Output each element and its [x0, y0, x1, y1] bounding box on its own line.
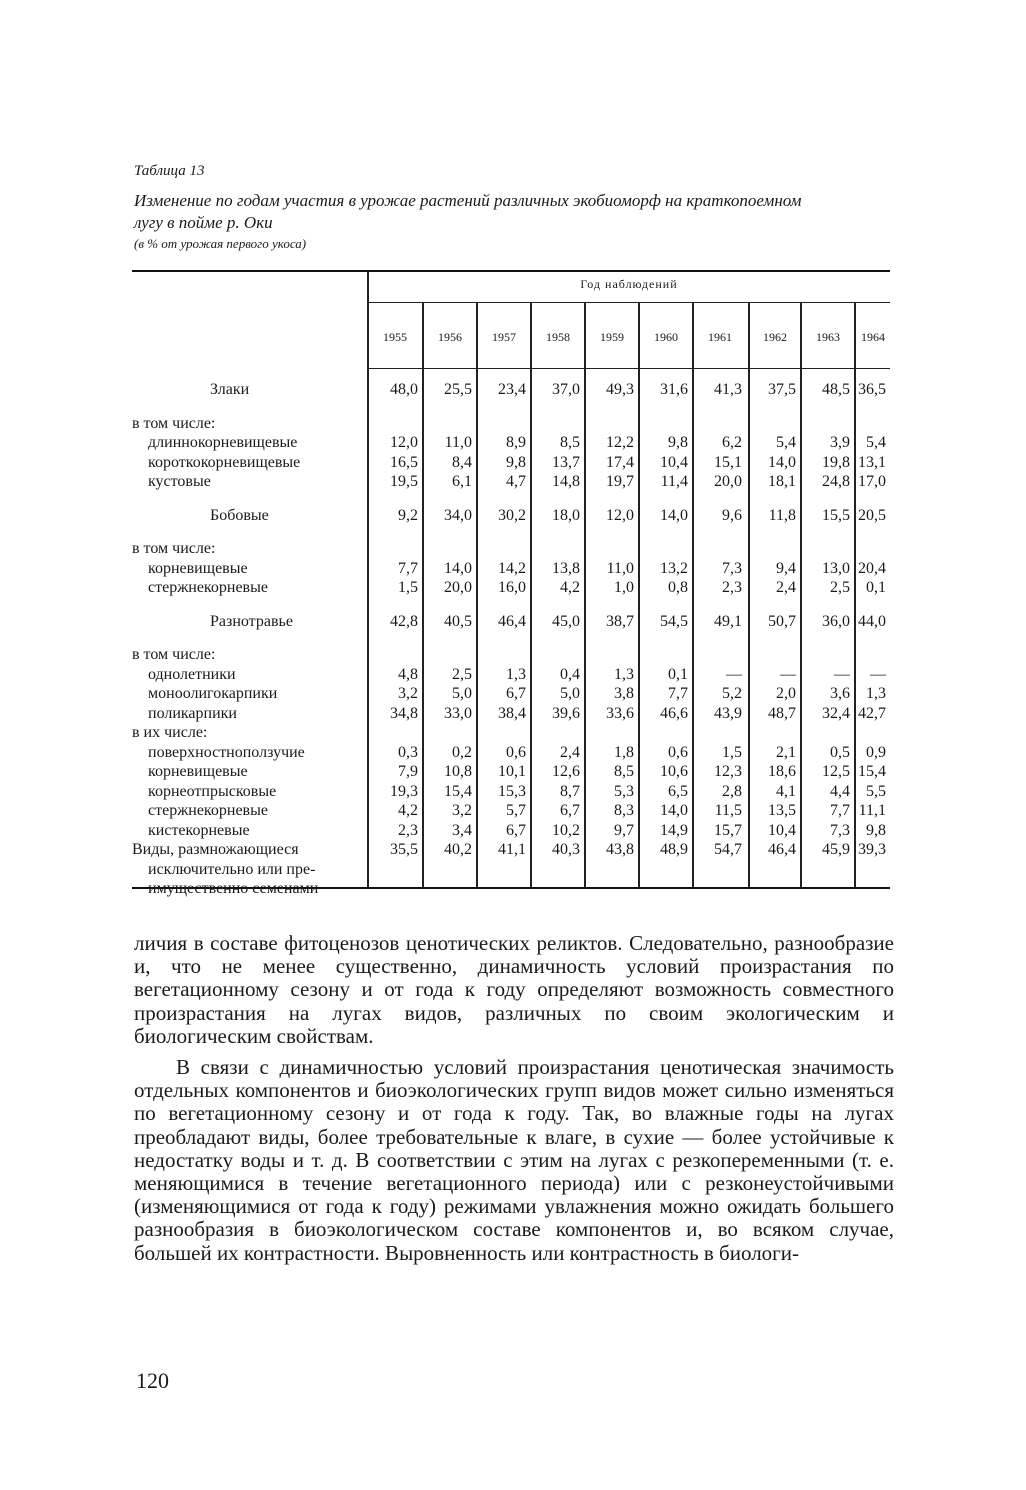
table-cell: 9,4 — [776, 559, 796, 577]
row-label: Злаки — [210, 381, 250, 398]
table-cell: 10,8 — [444, 763, 472, 780]
table-cell: 13,7 — [552, 453, 580, 471]
table-cell: 0,3 — [398, 743, 418, 761]
table-cell: 3,8 — [614, 685, 634, 702]
table-row — [132, 380, 890, 400]
table-cell: 3,9 — [830, 434, 850, 451]
table-cell: 19,8 — [822, 453, 850, 471]
table-cell: 12,2 — [606, 434, 634, 451]
table-row — [132, 801, 890, 821]
table-cell: 2,1 — [776, 743, 796, 761]
table-cell: 0,9 — [866, 743, 886, 761]
row-label: корнеотпрысковые — [148, 782, 277, 800]
table-cell: 1,0 — [614, 579, 634, 596]
table-row — [132, 433, 890, 453]
table-cell: 6,7 — [506, 685, 526, 702]
table-cell: 20,4 — [858, 559, 886, 577]
year-header-1963: 1963 — [816, 330, 840, 344]
row-spacer — [132, 400, 890, 414]
table-cell: 8,4 — [452, 453, 472, 471]
row-label: моноолигокарпики — [148, 685, 278, 702]
row-label: корневищевые — [148, 559, 248, 577]
table-cell: 11,4 — [660, 473, 688, 490]
table-cell: 2,5 — [830, 579, 850, 596]
table-unit-note: (в % от урожая первого укоса) — [134, 236, 307, 251]
table-year-divider — [367, 368, 890, 369]
table-cell: 7,7 — [668, 685, 688, 702]
row-label: в том числе: — [132, 540, 216, 557]
table-header-years-group: Год наблюдений — [580, 277, 678, 291]
row-label: кистекорневые — [148, 821, 250, 839]
table-cell: 2,3 — [722, 579, 742, 596]
table-cell: 44,0 — [858, 612, 886, 630]
table-cell: 5,0 — [560, 685, 580, 702]
table-cell: 3,6 — [830, 685, 850, 702]
table-row — [132, 704, 890, 724]
table-cell: 12,3 — [714, 763, 742, 780]
table-label: Таблица 13 — [134, 163, 205, 179]
year-header-1956: 1956 — [438, 330, 462, 344]
table-row — [132, 821, 890, 841]
table-cell: 1,3 — [866, 685, 886, 702]
year-header-1961: 1961 — [708, 330, 732, 344]
table-cell: 43,8 — [606, 841, 634, 858]
body-text — [134, 932, 894, 1265]
table-cell: 15,4 — [444, 782, 472, 800]
row-label: корневищевые — [148, 763, 248, 780]
table-cell: 2,0 — [776, 685, 796, 702]
table-cell: 37,5 — [768, 381, 796, 398]
table-cell: 4,2 — [398, 802, 418, 819]
table-cell: 13,1 — [858, 453, 886, 471]
table-row — [132, 860, 890, 880]
table-cell: 40,5 — [444, 612, 472, 630]
table-row — [132, 665, 890, 685]
table-cell: 0,6 — [506, 743, 526, 761]
table-cell: 16,0 — [498, 579, 526, 596]
paragraph: В связи с динамичностью условий произрастания ценотическая значимость отдельных компонентов и биоэкологических групп видов может сильно изменяться по вегетационному сезону и от года к году. Так, во влажные годы на лугах преобладают виды, более требовательные к влаге, в сухие — более устойчивые к недостатку воды и т. д. В соответствии с этим на лугах с резкопеременными (т. е. меняющимися в течение вегетационного периода) или с резконеустойчивыми (изменяющимися от года к году) режимами увлажнения можно ожидать большего разнообразия в биоэкологическом составе компонентов и, во всяком случае, большей их контрастности. Выровненность или контрастность в биологи- — [134, 1055, 894, 1265]
table-cell: 19,3 — [390, 782, 418, 800]
table-cell: — — [834, 665, 850, 683]
table-cell: 19,7 — [606, 473, 634, 490]
row-label: стержнекорневые — [148, 802, 268, 819]
table-cell: 7,7 — [398, 559, 418, 577]
table-cell: 42,8 — [390, 612, 418, 630]
table-cell: 12,0 — [390, 434, 418, 451]
year-header-1962: 1962 — [763, 330, 787, 344]
table-cell: 40,3 — [552, 841, 580, 858]
table-cell: 37,0 — [552, 381, 580, 398]
table-cell: 6,2 — [722, 434, 742, 451]
year-header-1957: 1957 — [492, 330, 516, 344]
table-cell: 7,7 — [830, 802, 850, 819]
row-spacer — [132, 525, 890, 539]
table-cell: 6,7 — [506, 821, 526, 839]
row-label: в их числе: — [132, 724, 208, 741]
row-label: имущественно семенами — [148, 880, 319, 897]
year-header-1959: 1959 — [600, 330, 624, 344]
table-cell: 2,4 — [560, 743, 580, 761]
table-cell: 25,5 — [444, 381, 472, 398]
table-row — [132, 782, 890, 802]
row-label: длиннокорневищевые — [148, 434, 298, 451]
table-cell: 11,0 — [606, 559, 634, 577]
table-cell: 40,2 — [444, 841, 472, 858]
row-label: Разнотравье — [210, 612, 293, 630]
table-cell: 46,4 — [768, 841, 796, 858]
table-cell: 2,3 — [398, 821, 418, 839]
table-cell: 10,6 — [660, 763, 688, 780]
table-cell: 18,1 — [768, 473, 796, 490]
year-header-1955: 1955 — [383, 330, 407, 344]
table-cell: 14,0 — [768, 453, 796, 471]
table-cell: 18,0 — [552, 506, 580, 524]
table-cell: 14,0 — [660, 506, 688, 524]
table-cell: 31,6 — [660, 381, 688, 398]
table-cell: 34,8 — [390, 704, 418, 722]
table-cell: 3,2 — [398, 685, 418, 702]
table-row — [132, 453, 890, 473]
table-row — [132, 506, 890, 526]
table-cell: 15,5 — [822, 506, 850, 524]
table-cell: 7,3 — [722, 559, 742, 577]
table-cell: 48,0 — [390, 381, 418, 398]
table-row — [132, 762, 890, 782]
table-cell: 10,4 — [768, 821, 796, 839]
table-row — [132, 559, 890, 579]
table-cell: 15,3 — [498, 782, 526, 800]
table-cell: 10,2 — [552, 821, 580, 839]
table-cell: 4,4 — [830, 782, 850, 800]
table-cell: 32,4 — [822, 704, 850, 722]
table-cell: 9,8 — [668, 434, 688, 451]
table-row — [132, 723, 890, 743]
table-row — [132, 578, 890, 598]
table-cell: 54,5 — [660, 612, 688, 630]
table-cell: 5,7 — [506, 802, 526, 819]
table-cell: — — [870, 665, 886, 683]
table-cell: 30,2 — [498, 506, 526, 524]
table-cell: — — [780, 665, 796, 683]
table-cell: 49,1 — [714, 612, 742, 630]
table-cell: 11,8 — [768, 506, 796, 524]
row-label: однолетники — [148, 665, 236, 683]
page-number: 120 — [136, 1368, 169, 1393]
table-cell: 33,0 — [444, 704, 472, 722]
table-cell: 5,5 — [866, 782, 886, 800]
table-cell: 13,5 — [768, 802, 796, 819]
table-cell: 10,4 — [660, 453, 688, 471]
table-cell: 41,1 — [498, 841, 526, 858]
table-cell: 7,9 — [398, 763, 418, 780]
table-cell: 18,6 — [768, 763, 796, 780]
table-row — [132, 743, 890, 763]
table-top-rule — [132, 270, 890, 272]
table-cell: 0,6 — [668, 743, 688, 761]
table-row — [132, 414, 890, 434]
year-header-1960: 1960 — [654, 330, 678, 344]
table-header-divider — [367, 302, 890, 303]
table-cell: 4,2 — [560, 579, 580, 596]
table-cell: 20,0 — [444, 579, 472, 596]
table-cell: 48,9 — [660, 841, 688, 858]
table-cell: 39,6 — [552, 704, 580, 722]
table-cell: 33,6 — [606, 704, 634, 722]
table-cell: 5,4 — [776, 434, 796, 451]
table-cell: 35,5 — [390, 841, 418, 858]
table-cell: 9,2 — [398, 506, 418, 524]
table-cell: 9,8 — [506, 453, 526, 471]
table-cell: 4,8 — [398, 665, 418, 683]
table-cell: 5,3 — [614, 782, 634, 800]
table-cell: 8,5 — [614, 763, 634, 780]
table-cell: 11,0 — [444, 434, 472, 451]
table-cell: 12,6 — [552, 763, 580, 780]
table-cell: 14,8 — [552, 473, 580, 490]
table-cell: 15,1 — [714, 453, 742, 471]
table-cell: 23,4 — [498, 381, 526, 398]
row-label: Виды, размножающиеся — [132, 841, 299, 858]
table-cell: 8,3 — [614, 802, 634, 819]
table-cell: 17,4 — [606, 453, 634, 471]
row-label: кустовые — [148, 473, 211, 490]
table-cell: 15,4 — [858, 763, 886, 780]
row-label: Бобовые — [210, 506, 269, 524]
table-cell: 10,1 — [498, 763, 526, 780]
table-cell: 19,5 — [390, 473, 418, 490]
year-header-1964: 1964 — [861, 330, 885, 344]
table-row — [132, 840, 890, 860]
row-label: в том числе: — [132, 414, 216, 432]
table-cell: 14,9 — [660, 821, 688, 839]
row-label: исключительно или пре- — [148, 860, 316, 878]
table-body — [132, 380, 890, 899]
table-cell: 50,7 — [768, 612, 796, 630]
table-cell: 45,0 — [552, 612, 580, 630]
table-cell: 11,5 — [714, 802, 742, 819]
table-cell: 48,5 — [822, 381, 850, 398]
table-cell: 39,3 — [858, 841, 886, 858]
table-cell: 6,5 — [668, 782, 688, 800]
table-cell: 2,5 — [452, 665, 472, 683]
table-cell: 42,7 — [858, 704, 886, 722]
row-spacer — [132, 598, 890, 612]
row-label: поверхностноползучие — [148, 743, 305, 761]
table-cell: 38,4 — [498, 704, 526, 722]
table-cell: 36,0 — [822, 612, 850, 630]
table-cell: 1,3 — [506, 665, 526, 683]
table-cell: 5,2 — [722, 685, 742, 702]
table-cell: 48,7 — [768, 704, 796, 722]
row-label: поликарпики — [148, 704, 237, 722]
row-spacer — [132, 631, 890, 645]
table-cell: 4,7 — [506, 473, 526, 490]
table-cell: 7,3 — [830, 821, 850, 839]
table-cell: 6,7 — [560, 802, 580, 819]
table-cell: 5,4 — [866, 434, 886, 451]
table-cell: 12,5 — [822, 763, 850, 780]
table-cell: 43,9 — [714, 704, 742, 722]
table-cell: — — [726, 665, 742, 683]
table-cell: 14,2 — [498, 559, 526, 577]
table-cell: 46,4 — [498, 612, 526, 630]
table-cell: 45,9 — [822, 841, 850, 858]
row-label: короткокорневищевые — [148, 453, 301, 471]
row-label: стержнекорневые — [148, 579, 268, 596]
table-cell: 8,9 — [506, 434, 526, 451]
table-cell: 34,0 — [444, 506, 472, 524]
table-row — [132, 684, 890, 704]
table-row — [132, 879, 890, 899]
table-cell: 24,8 — [822, 473, 850, 490]
year-header-1958: 1958 — [546, 330, 570, 344]
table-cell: 1,8 — [614, 743, 634, 761]
table-cell: 16,5 — [390, 453, 418, 471]
table-cell: 6,1 — [452, 473, 472, 490]
table-cell: 46,6 — [660, 704, 688, 722]
row-label: в том числе: — [132, 646, 216, 663]
table-cell: 49,3 — [606, 381, 634, 398]
table-cell: 14,0 — [444, 559, 472, 577]
table-cell: 2,4 — [776, 579, 796, 596]
table-cell: 0,5 — [830, 743, 850, 761]
table-cell: 54,7 — [714, 841, 742, 858]
data-table — [132, 270, 890, 897]
table-cell: 9,8 — [866, 821, 886, 839]
table-row — [132, 539, 890, 559]
table-cell: 11,1 — [858, 802, 886, 819]
table-cell: 1,5 — [398, 579, 418, 596]
table-cell: 8,5 — [560, 434, 580, 451]
table-cell: 0,1 — [866, 579, 886, 596]
table-title: Изменение по годам участия в урожае растений различных экобиоморф на краткопоемном лугу в пойме р. Оки — [134, 191, 802, 232]
table-cell: 5,0 — [452, 685, 472, 702]
table-cell: 4,1 — [776, 782, 796, 800]
table-cell: 13,0 — [822, 559, 850, 577]
table-cell: 2,8 — [722, 782, 742, 800]
table-cell: 20,0 — [714, 473, 742, 490]
table-cell: 0,2 — [452, 743, 472, 761]
table-cell: 1,3 — [614, 665, 634, 683]
table-cell: 17,0 — [858, 473, 886, 490]
table-cell: 13,8 — [552, 559, 580, 577]
table-cell: 9,7 — [614, 821, 634, 839]
table-cell: 36,5 — [858, 381, 886, 398]
table-cell: 20,5 — [858, 506, 886, 524]
table-cell: 12,0 — [606, 506, 634, 524]
table-cell: 14,0 — [660, 802, 688, 819]
table-cell: 1,5 — [722, 743, 742, 761]
table-row — [132, 612, 890, 632]
table-cell: 0,4 — [560, 665, 580, 683]
table-row — [132, 472, 890, 492]
table-cell: 0,1 — [668, 665, 688, 683]
row-spacer — [132, 492, 890, 506]
table-cell: 3,4 — [452, 821, 472, 839]
table-cell: 3,2 — [452, 802, 472, 819]
table-cell: 0,8 — [668, 579, 688, 596]
table-cell: 41,3 — [714, 381, 742, 398]
table-cell: 9,6 — [722, 506, 742, 524]
table-cell: 15,7 — [714, 821, 742, 839]
table-cell: 13,2 — [660, 559, 688, 577]
paragraph: личия в составе фитоценозов ценотических реликтов. Следовательно, разнообразие и, что не менее существенно, динамичность условий произрастания по вегетационному сезону и от года к году определяют возможность совместного произрастания на лугах видов, различных по своим экологическим и биологическим свойствам. — [134, 931, 894, 1048]
table-cell: 38,7 — [606, 612, 634, 630]
table-cell: 8,7 — [560, 782, 580, 800]
table-row — [132, 645, 890, 665]
